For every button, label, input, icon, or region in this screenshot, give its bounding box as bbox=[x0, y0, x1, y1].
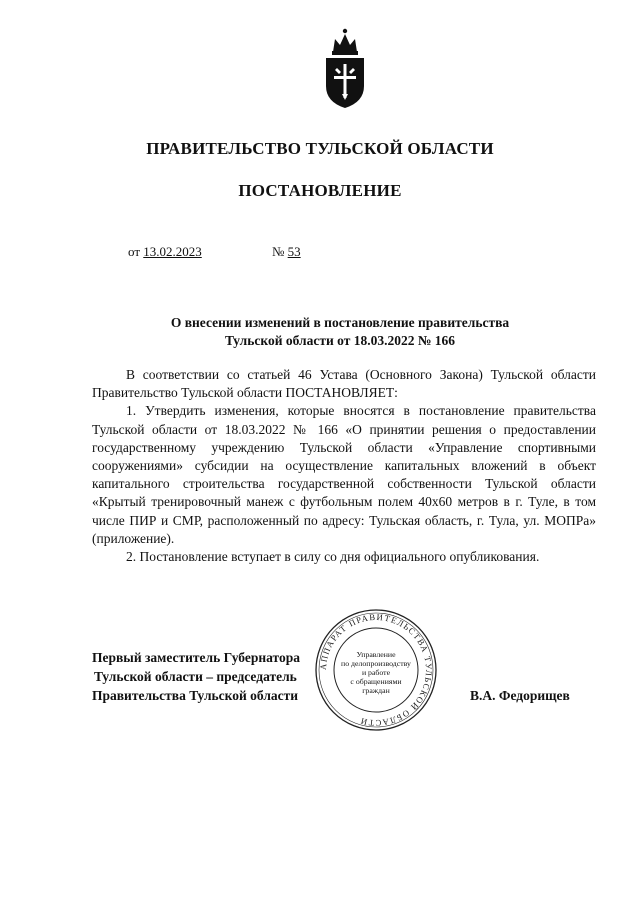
body-paragraph-2: 1. Утвердить изменения, которые вносятся в постановление правительства Тульской области от 18.03.2022 № 166 «О принятии решения о предоставлении государственному учреждению Тульской области «Управление спортивными сооружениями» субсидии на осуществление капитальных вложений в объект капитального строительства государственной собственности Тульской области «Крытый тренировочный манеж с футбольным полем 40x60 метров в г. Туле, в том числе ПИР и СМР, расположенный по адресу: Тульская область, г. Тула, ул. МОПРа» (приложение). bbox=[92, 403, 596, 546]
stamp-center-line: с обращениями bbox=[350, 677, 402, 686]
stamp-center-line: по делопроизводству bbox=[341, 659, 411, 668]
stamp-center-line: граждан bbox=[362, 686, 390, 695]
document-date bbox=[128, 244, 202, 260]
document-body bbox=[92, 366, 596, 566]
document-subject bbox=[90, 314, 590, 350]
subject-line-1: О внесении изменений в постановление правительства bbox=[170, 315, 510, 330]
subject-line-2: Тульской области от 18.03.2022 № 166 bbox=[224, 333, 456, 348]
number-value: 53 bbox=[287, 244, 301, 259]
document-type-title: ПОСТАНОВЛЕНИЕ bbox=[238, 181, 402, 200]
signatory-title-line-3: Правительства Тульской области bbox=[92, 688, 299, 703]
stamp-ring-text: АППАРАТ ПРАВИТЕЛЬСТВА ТУЛЬСКОЙ ОБЛАСТИ bbox=[317, 611, 435, 729]
stamp-center-text bbox=[336, 650, 416, 695]
signatory-title bbox=[92, 648, 300, 705]
signatory-name: В.А. Федорищев bbox=[470, 688, 570, 703]
stamp-center-line: и работе bbox=[361, 668, 391, 677]
document-number bbox=[272, 244, 301, 260]
body-paragraph-3: 2. Постановление вступает в силу со дня официального опубликования. bbox=[126, 549, 540, 565]
number-prefix: № bbox=[272, 244, 285, 259]
date-value: 13.02.2023 bbox=[143, 244, 202, 259]
date-prefix: от bbox=[128, 244, 141, 259]
government-title: ПРАВИТЕЛЬСТВО ТУЛЬСКОЙ ОБЛАСТИ bbox=[146, 139, 494, 158]
body-paragraph-1: В соответствии со статьей 46 Устава (Основного Закона) Тульской области Правительство Тульской области ПОСТАНОВЛЯЕТ: bbox=[92, 367, 596, 401]
signatory-title-line-1: Первый заместитель Губернатора bbox=[92, 650, 300, 665]
signatory-title-line-2: Тульской области – председатель bbox=[94, 669, 297, 684]
stamp-center-line: Управление bbox=[356, 650, 396, 659]
tula-coat-of-arms-emblem bbox=[320, 22, 370, 112]
